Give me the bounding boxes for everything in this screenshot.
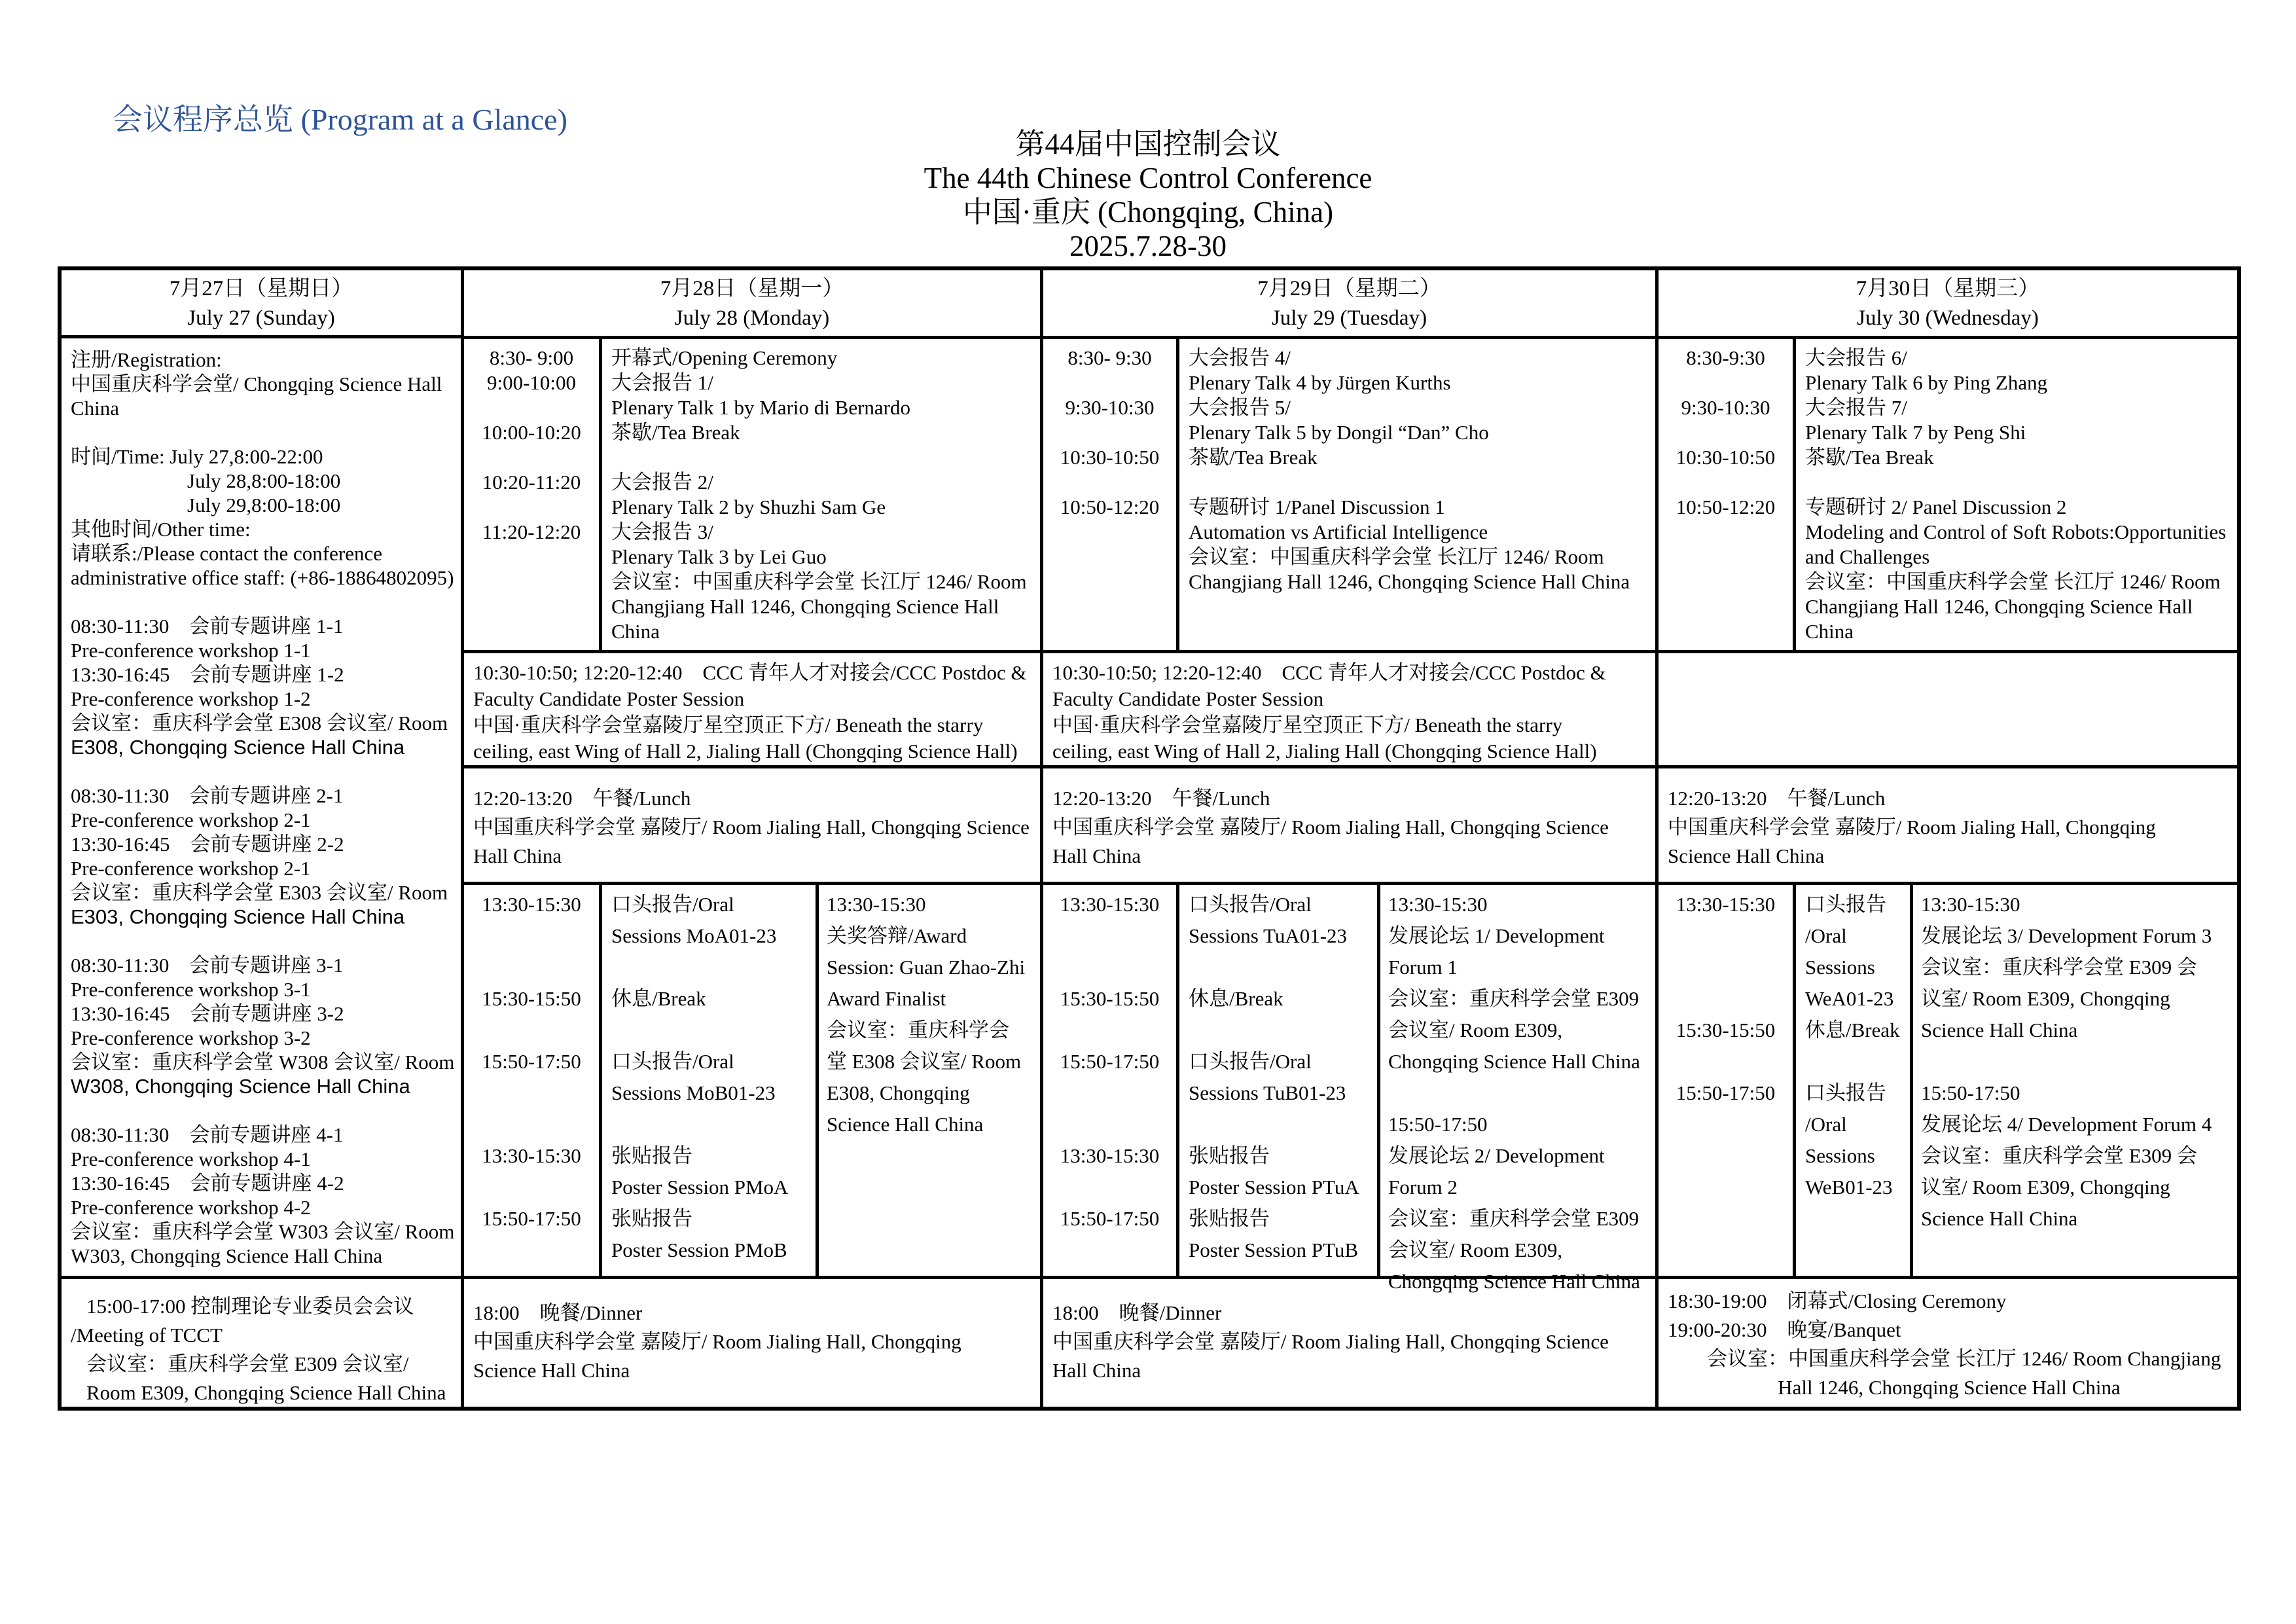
column-tuesday [1040,270,1655,1407]
header-wednesday [1659,270,2237,336]
monday-morning-program: 开幕式/Opening Ceremony 大会报告 1/ Plenary Talk 1 by Mario di Bernardo 茶歇/Tea Break 大会报告 2/ Plenary Talk 2 by Shuzhi Sam Ge 大会报告 3/ Plenary Talk 3 by Lei Guo 会议室：中国重庆科学会堂 长江厅 1246/ Room Changjiang Hall 1246, Chongqing Science Hall China [611,346,1027,643]
cell-monday-morning [464,336,1040,650]
cell-tuesday-lunch: 12:20-13:20 午餐/Lunch 中国重庆科学会堂 嘉陵厅/ Room Jialing Hall, Chongqing Science Hall China [1043,765,1655,882]
cell-tuesday-dinner: 18:00 晚餐/Dinner 中国重庆科学会堂 嘉陵厅/ Room Jialing Hall, Chongqing Science Hall China [1043,1276,1655,1407]
tuesday-morning-program: 大会报告 4/ Plenary Talk 4 by Jürgen Kurths 大会报告 5/ Plenary Talk 5 by Dongil “Dan” Cho 茶歇/Tea Break 专题研讨 1/Panel Discussion 1 Automation vs Artificial Intelligence 会议室：中国重庆科学会堂 长江厅 1246/ Room Changjiang Hall 1246, Chongqing Science Hall China [1189,346,1630,593]
header-wednesday-zh: 7月30日（星期三） [1856,277,2040,300]
tuesday-morning-times: 8:30- 9:30 9:30-10:30 10:30-10:50 10:50-12:20 [1043,339,1179,650]
header-tuesday-zh: 7月29日（星期二） [1257,277,1441,300]
wednesday-afternoon-development-forums: 13:30-15:30 发展论坛 3/ Development Forum 3 会议室：重庆科学会堂 E309 会 议室/ Room E309, Chongqing Science Hall China 15:50-17:50 发展论坛 4/ Development Forum 4 会议室：重庆科学会堂 E309 会 议室/ Room E309, Chongqing Science Hall China [1921,893,2212,1230]
wednesday-afternoon-sessions: 口头报告 /Oral Sessions WeA01-23 休息/Break 口头报告 /Oral Sessions WeB01-23 [1796,885,1913,1276]
monday-afternoon-sessions: 口头报告/Oral Sessions MoA01-23 休息/Break 口头报告/Oral Sessions MoB01-23 张贴报告 Poster Session PMoA 张贴报告 Poster Session PMoB [602,885,819,1276]
header-monday-en: July 28 (Monday) [674,306,830,330]
cell-wednesday-morning [1659,336,2237,650]
title-zh: 第44届中国控制会议 [1015,128,1281,160]
conference-title [592,127,1704,263]
header-tuesday [1043,270,1655,336]
tuesday-afternoon-sessions: 口头报告/Oral Sessions TuA01-23 休息/Break 口头报告/Oral Sessions TuB01-23 张贴报告 Poster Session PTuA 张贴报告 Poster Session PTuB [1179,885,1380,1276]
cell-monday-dinner: 18:00 晚餐/Dinner 中国重庆科学会堂 嘉陵厅/ Room Jialing Hall, Chongqing Science Hall China [464,1276,1040,1407]
header-sunday [62,270,461,335]
column-monday [461,270,1040,1407]
column-sunday [62,270,461,1407]
monday-afternoon-award-session: 13:30-15:30 关奖答辩/Award Session: Guan Zhao-Zhi Award Finalist 会议室：重庆科学会 堂 E308 会议室/ Room E308, Chongqing Science Hall China [827,893,1026,1136]
cell-wednesday-lunch: 12:20-13:20 午餐/Lunch 中国重庆科学会堂 嘉陵厅/ Room Jialing Hall, Chongqing Science Hall China [1659,765,2237,882]
page-heading: 会议程序总览 (Program at a Glance) [113,103,567,136]
tuesday-afternoon-development-forums: 13:30-15:30 发展论坛 1/ Development Forum 1 会议室：重庆科学会堂 E309 会议室/ Room E309, Chongqing Science Hall China 15:50-17:50 发展论坛 2/ Development Forum 2 会议室：重庆科学会堂 E309 会议室/ Room E309, Chongqing Science Hall China [1388,893,1640,1293]
wednesday-morning-program: 大会报告 6/ Plenary Talk 6 by Ping Zhang 大会报告 7/ Plenary Talk 7 by Peng Shi 茶歇/Tea Break 专题研讨 2/ Panel Discussion 2 Modeling and Control of Soft Robots:Opportunities and Challenges 会议室：中国重庆科学会堂 长江厅 1246/ Room Changjiang Hall 1246, Chongqing Science Hall China [1805,346,2227,643]
cell-tuesday-poster-session: 10:30-10:50; 12:20-12:40 CCC 青年人才对接会/CCC Postdoc & Faculty Candidate Poster Session 中国·重庆科学会堂嘉陵厅星空顶正下方/ Beneath the starry ceiling, east Wing of Hall 2, Jialing Hall (Chongqing Science Hall) [1043,650,1655,765]
tuesday-afternoon-times: 13:30-15:30 15:30-15:50 15:50-17:50 13:30-15:30 15:50-17:50 [1043,885,1179,1276]
header-monday [464,270,1040,336]
header-sunday-zh: 7月27日（星期日） [169,277,353,300]
cell-monday-poster-session: 10:30-10:50; 12:20-12:40 CCC 青年人才对接会/CCC Postdoc & Faculty Candidate Poster Session 中国·重庆科学会堂嘉陵厅星空顶正下方/ Beneath the starry ceiling, east Wing of Hall 2, Jialing Hall (Chongqing Science Hall) [464,650,1040,765]
title-en: The 44th Chinese Control Conference [924,162,1372,194]
cell-sunday-main: 注册/Registration: 中国重庆科学会堂/ Chongqing Science Hall China 时间/Time: July 27,8:00-22:00 July 28,8:00-18:00 July 29,8:00-18:00 其他时间/Other time: 请联系:/Please contact the conference administrative office staff: (+86-18864802095) 08:30-11:30 会前专题讲座 1-1 Pre-conference workshop 1-1 13:30-16:45 会前专题讲座 1-2 Pre-conference workshop 1-2 会议室：重庆科学会堂 E308 会议室/ Room E308, Chongqing Science Hall China 08:30-11:30 会前专题讲座 2-1 Pre-conference workshop 2-1 13:30-16:45 会前专题讲座 2-2 Pre-conference workshop 2-1 会议室：重庆科学会堂 E303 会议室/ Room E303, Chongqing Science Hall China 08:30-11:30 会前专题讲座 3-1 Pre-conference workshop 3-1 13:30-16:45 会前专题讲座 3-2 Pre-conference workshop 3-2 会议室：重庆科学会堂 W308 会议室/ Room W308, Chongqing Science Hall China 08:30-11:30 会前专题讲座 4-1 Pre-conference workshop 4-1 13:30-16:45 会前专题讲座 4-2 Pre-conference workshop 4-2 会议室：重庆科学会堂 W303 会议室/ Room W303, Chongqing Science Hall China [62,335,461,1276]
wednesday-morning-times: 8:30-9:30 9:30-10:30 10:30-10:50 10:50-12:20 [1659,339,1796,650]
header-sunday-en: July 27 (Sunday) [187,306,335,330]
title-dates: 2025.7.28-30 [1069,230,1227,262]
monday-morning-times: 8:30- 9:00 9:00-10:00 10:00-10:20 10:20-11:20 11:20-12:20 [464,339,602,650]
header-monday-zh: 7月28日（星期一） [660,277,844,300]
cell-wednesday-afternoon [1659,882,2237,1276]
header-wednesday-en: July 30 (Wednesday) [1857,306,2039,330]
cell-monday-afternoon [464,882,1040,1276]
program-table [58,266,2241,1411]
cell-tuesday-afternoon [1043,882,1655,1293]
cell-tuesday-morning [1043,336,1655,650]
monday-afternoon-times: 13:30-15:30 15:30-15:50 15:50-17:50 13:30-15:30 15:50-17:50 [464,885,602,1276]
cell-wednesday-empty [1659,650,2237,765]
title-location: 中国·重庆 (Chongqing, China) [962,196,1334,228]
wednesday-afternoon-times: 13:30-15:30 15:30-15:50 15:50-17:50 [1659,885,1796,1276]
column-wednesday [1655,270,2237,1407]
cell-wednesday-closing-banquet: 18:30-19:00 闭幕式/Closing Ceremony 19:00-20:30 晚宴/Banquet 会议室：中国重庆科学会堂 长江厅 1246/ Room Changjiang Hall 1246, Chongqing Science Hall China [1659,1276,2237,1407]
header-tuesday-en: July 29 (Tuesday) [1271,306,1427,330]
cell-sunday-tcct-meeting: 15:00-17:00 控制理论专业委员会会议 /Meeting of TCCT 会议室：重庆科学会堂 E309 会议室/ Room E309, Chongqing Science Hall China [62,1276,461,1407]
cell-monday-lunch: 12:20-13:20 午餐/Lunch 中国重庆科学会堂 嘉陵厅/ Room Jialing Hall, Chongqing Science Hall China [464,765,1040,882]
